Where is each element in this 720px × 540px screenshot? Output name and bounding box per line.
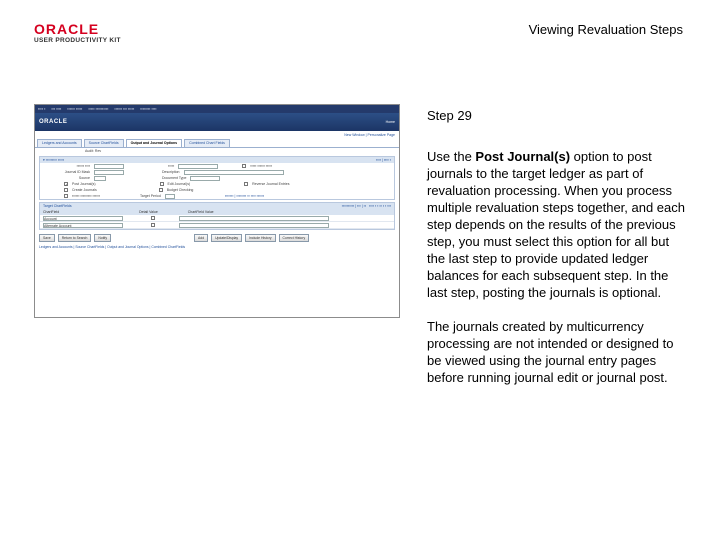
screenshot-target-chartfields-grid: Target ChartFields ▪▪▪▪▪▪▪▪▪▪ | ▪▪▪ | ▪▪ ▪▪▪▪ ▪ ▪ ▪▪ ▪ ▪ ▪▪▪ ChartField Detail Value ChartField Value Account Alternate Account <box>39 202 395 230</box>
return-to-search-button[interactable]: Return to Search <box>58 234 92 242</box>
description-paragraph-1: Use the Post Journal(s) option to post journals to the target ledger as part of revaluation processing. When you process multiple revaluation steps together, and each step depends on the results of the previous step, you must select this option for all but the last step to provide updated ledger balances for each subsequent step. In the last step, posting the journals is optional. <box>427 149 686 300</box>
application-screenshot <box>34 104 400 318</box>
screenshot-brand: ORACLE <box>39 119 68 125</box>
slide-title: Viewing Revaluation Steps <box>528 22 683 37</box>
screenshot-menubar: ▪▪▪▪ ▪ ▪▪▪ ▪▪▪▪ ▪▪▪▪▪▪ ▪▪▪▪▪ ▪▪▪▪▪ ▪▪▪▪▪▪▪▪▪▪ ▪▪▪▪▪▪ ▪▪▪ ▪▪▪▪▪ ▪▪▪▪▪▪▪▪ ▪▪▪▪ <box>35 105 399 113</box>
screenshot-brand-bar <box>35 113 399 131</box>
source-input[interactable] <box>94 176 106 181</box>
screenshot-tab-active[interactable]: Output and Journal Options <box>126 139 182 147</box>
oracle-upk-logo <box>34 22 134 44</box>
logo-subtitle: USER PRODUCTIVITY KIT <box>34 37 121 44</box>
screenshot-button-bar <box>35 232 399 244</box>
step-number: Step 29 <box>427 108 472 123</box>
step-description <box>427 148 689 386</box>
logo-brand: ORACLE <box>34 21 100 37</box>
screenshot-tab[interactable]: Source ChartFields <box>84 139 124 147</box>
screenshot-new-window-link[interactable]: New Window | Personalize Page <box>344 132 395 137</box>
screenshot-tab[interactable]: Ledgers and Accounts <box>37 139 82 147</box>
description-paragraph-2: The journals created by multicurrency processing are not intended or designed to be viewed using the journal entry pages before running journal edit or journal post. <box>427 319 674 385</box>
screenshot-tabs <box>35 138 399 148</box>
notify-button[interactable]: Notify <box>94 234 111 242</box>
screenshot-audit-row: Audit: Rev <box>85 149 102 153</box>
screenshot-journal-panel: ▾ ▪▪▪▪▪▪▪▪▪ ▪▪▪▪▪ ▪▪▪▪ | ▪▪▪▪ ▪ ▪▪▪▪▪▪ ▪▪▪▪ ▪▪▪▪▪ ▪▪▪▪▪ ▪▪▪▪▪▪ ▪▪▪▪▪ Journal ID Mask Description Source Document Type ✓ Post Journal(s) Edit Journal(s) Reverse Journal Entries Create Journals Budget Checking ▪▪▪▪▪▪ ▪▪▪▪▪▪▪▪▪ ▪▪▪▪▪▪ Target Period ▪▪▪▪▪▪▪ | ▪▪▪▪▪▪▪▪ ▪▪ ▪▪▪▪ ▪▪▪▪▪▪ <box>39 156 395 200</box>
screenshot-home-link[interactable]: Home <box>385 120 395 124</box>
grid-row: Account <box>40 215 394 222</box>
screenshot-footer-links[interactable]: Ledgers and Accounts | Source ChartFields | Output and Journal Options | Combined ChartFields <box>39 245 186 249</box>
grid-row: Alternate Account <box>40 222 394 229</box>
document-type-input[interactable] <box>190 176 220 181</box>
journal-id-mask-input[interactable] <box>94 170 124 175</box>
correct-history-button[interactable]: Correct History <box>279 234 310 242</box>
post-journals-term: Post Journal(s) <box>475 149 571 164</box>
journal-id-mask-label: Journal ID Mask <box>64 170 90 174</box>
add-button[interactable]: Add <box>194 234 208 242</box>
save-button[interactable]: Save <box>39 234 55 242</box>
screenshot-tab[interactable]: Combined Chart Fields <box>184 139 230 147</box>
post-journals-checkbox[interactable]: ✓ <box>65 183 68 187</box>
description-input[interactable] <box>184 170 284 175</box>
include-history-button[interactable]: Include History <box>245 234 275 242</box>
update-display-button[interactable]: Update/Display <box>211 234 242 242</box>
